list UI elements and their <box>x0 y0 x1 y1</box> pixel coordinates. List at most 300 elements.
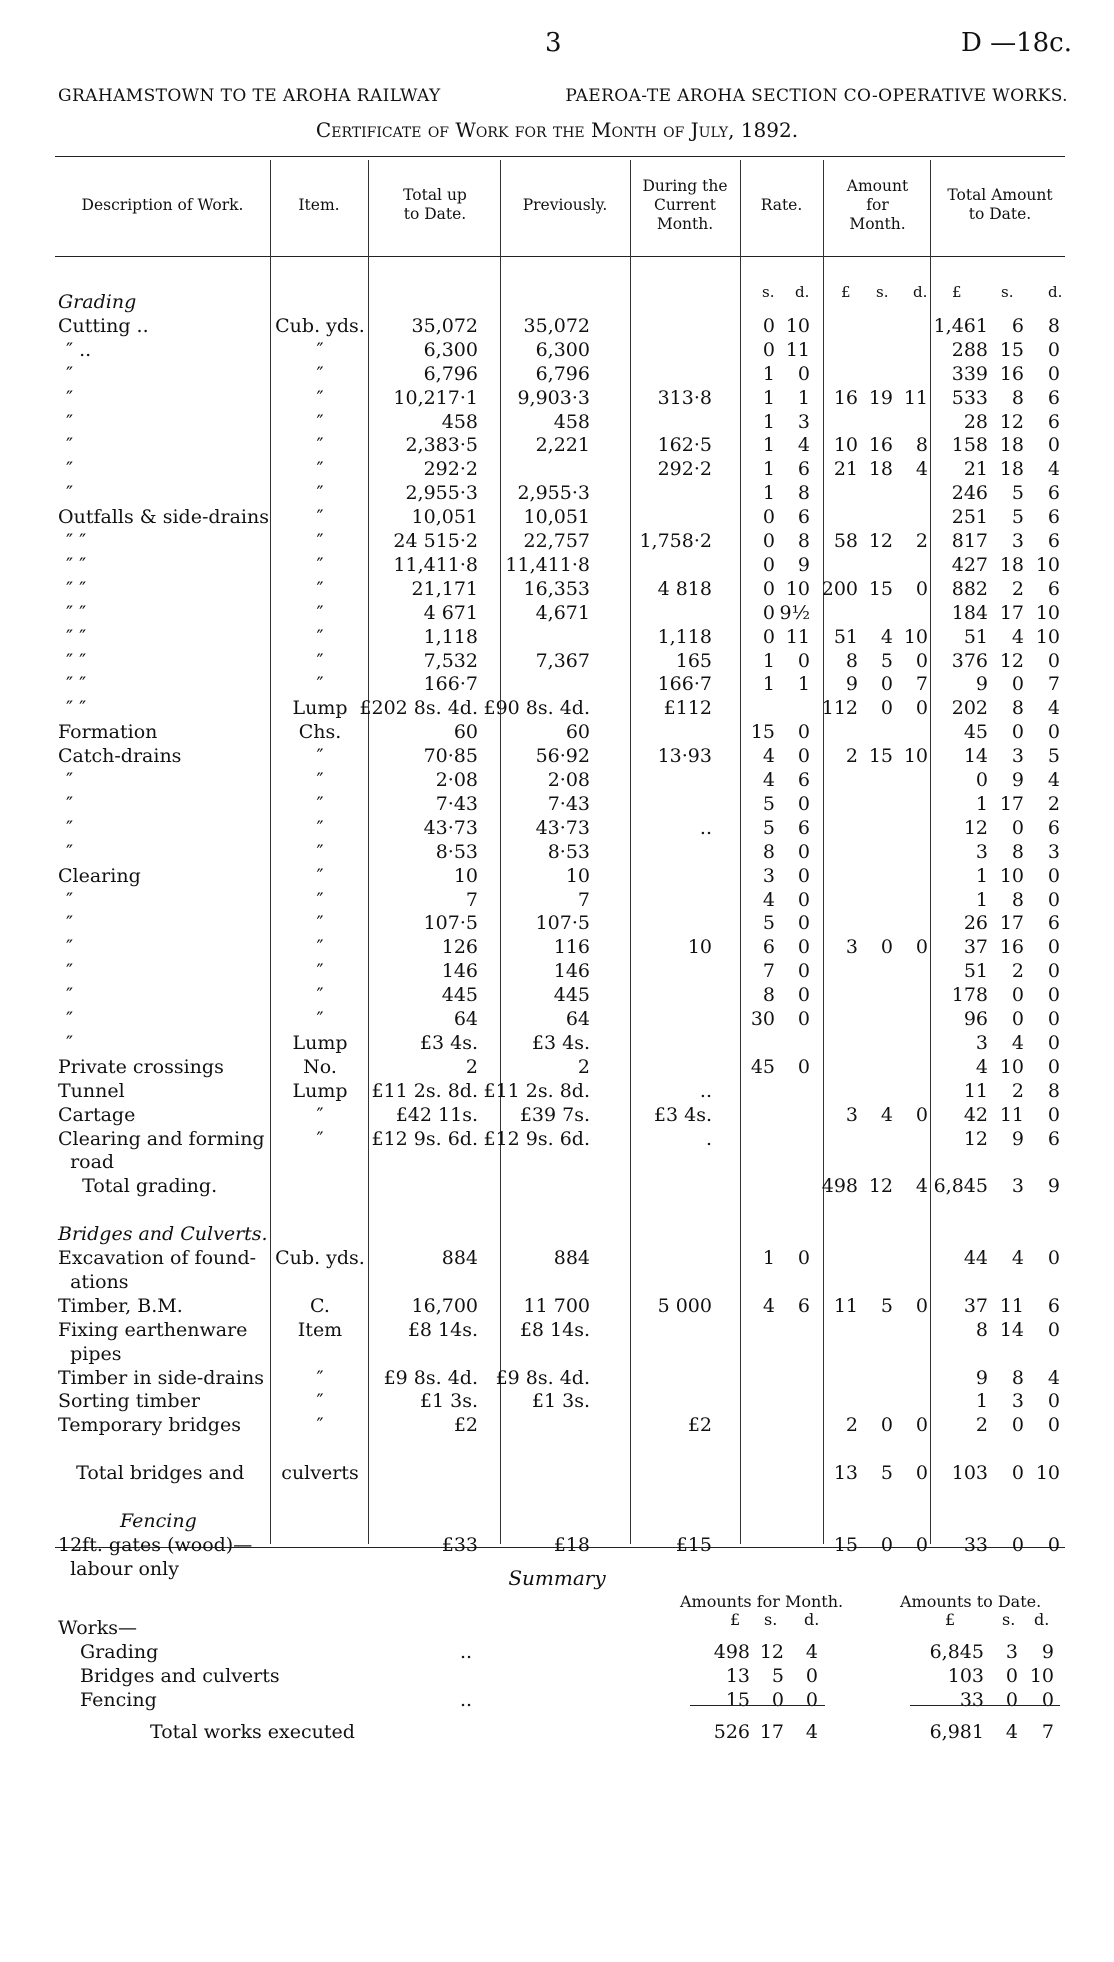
cell-total-shillings: 8 <box>1011 386 1024 409</box>
cell-total-to-date: 4 671 <box>423 601 478 624</box>
cell-total-pounds: 14 <box>963 745 988 768</box>
cell-total-pounds: 246 <box>951 482 988 505</box>
summary-date-shillings: 0 <box>1005 1665 1018 1687</box>
summary-line <box>0 1664 1114 1688</box>
cell-item: ″ <box>316 840 324 863</box>
summary-month-pounds: 498 <box>713 1641 750 1663</box>
table-row <box>0 720 1114 744</box>
table-row <box>0 457 1114 481</box>
cell-total-to-date: 1,118 <box>423 625 478 648</box>
summary-works-label <box>0 1616 1114 1640</box>
cell-total-to-date: 16,700 <box>411 1294 478 1317</box>
table-row <box>0 1007 1114 1031</box>
cell-description: ″ <box>66 888 74 911</box>
cell-month-pounds: 9 <box>845 673 858 696</box>
cell-total-to-date: £202 8s. 4d. <box>359 697 478 720</box>
cell-month-pounds: 112 <box>821 697 858 720</box>
table-row <box>0 1509 1114 1533</box>
cell-description: ″ <box>66 936 74 959</box>
table-row <box>0 1055 1114 1079</box>
cell-item: ″ <box>316 1127 324 1150</box>
cell-rate-pence: 0 <box>797 912 810 935</box>
cell-current-month: £2 <box>687 1414 712 1437</box>
cell-previously: £11 2s. 8d. <box>483 1079 590 1102</box>
table-row <box>0 433 1114 457</box>
cell-rate-pence: 8 <box>797 482 810 505</box>
cell-total-shillings: 11 <box>999 1294 1024 1317</box>
cell-rate-shillings: 1 <box>762 482 775 505</box>
cell-description: ″ <box>66 960 74 983</box>
cell-item: ″ <box>316 984 324 1007</box>
cell-previously: £9 8s. 4d. <box>495 1366 590 1389</box>
table-row <box>0 696 1114 720</box>
cell-total-shillings: 6 <box>1011 314 1024 337</box>
summary-total-date-pence: 7 <box>1041 1721 1054 1743</box>
cell-rate-shillings: 8 <box>762 840 775 863</box>
cell-total-to-date: 2,955·3 <box>405 482 478 505</box>
cell-total-pounds: 21 <box>963 458 988 481</box>
cell-total-shillings: 0 <box>1011 673 1024 696</box>
cell-total-pence: 6 <box>1047 816 1060 839</box>
cell-item: ″ <box>316 888 324 911</box>
cell-item: Chs. <box>298 721 342 744</box>
cell-total-pounds: 45 <box>963 721 988 744</box>
table-row <box>0 1533 1114 1557</box>
cell-total-pounds: 3 <box>975 840 988 863</box>
cell-item: Cub. yds. <box>275 314 365 337</box>
cell-rate-shillings: 0 <box>762 625 775 648</box>
cell-total-pence: 0 <box>1047 649 1060 672</box>
cell-item: ″ <box>316 601 324 624</box>
cell-month-pounds: 3 <box>845 936 858 959</box>
cell-previously: 43·73 <box>535 816 590 839</box>
cell-previously: 7 <box>577 888 590 911</box>
cell-month-shillings: 5 <box>880 1294 893 1317</box>
table-row <box>0 649 1114 673</box>
cell-total-to-date: £42 11s. <box>395 1103 478 1126</box>
cell-item: ″ <box>316 410 324 433</box>
cell-current-month: . <box>705 1127 712 1150</box>
table-row <box>0 481 1114 505</box>
cell-total-shillings: 4 <box>1011 1031 1024 1054</box>
cell-total-pence: 4 <box>1047 458 1060 481</box>
cell-total-shillings: 8 <box>1011 888 1024 911</box>
document-reference: D —18c. <box>960 28 1072 58</box>
cell-total-shillings: 4 <box>1011 625 1024 648</box>
summary-date-pounds: 103 <box>947 1665 984 1687</box>
cell-description: Fencing <box>120 1509 197 1532</box>
table-row <box>0 1103 1114 1127</box>
cell-total-pounds: 184 <box>951 601 988 624</box>
unit-month-pence: d. <box>913 283 928 301</box>
table-row <box>0 1174 1114 1198</box>
cell-item: Lump <box>292 1079 348 1102</box>
cell-previously: 2,221 <box>535 434 590 457</box>
summary-line <box>0 1640 1114 1664</box>
certificate-heading: Certificate of Work for the Month of July, 1892. <box>315 118 799 142</box>
col-header-total-amount: Total Amount to Date. <box>947 186 1053 223</box>
cell-current-month: 1,758·2 <box>639 530 712 552</box>
cell-total-shillings: 2 <box>1011 577 1024 600</box>
cell-total-pounds: 2 <box>975 1414 988 1437</box>
cell-description: Bridges and Culverts. <box>58 1223 268 1246</box>
cell-total-to-date: £33 <box>441 1533 478 1556</box>
col-header-previously: Previously. <box>522 195 608 214</box>
cell-total-pounds: 1 <box>975 888 988 911</box>
cell-item: ″ <box>316 769 324 791</box>
summary-total-month-shillings: 17 <box>759 1721 784 1743</box>
cell-item: ″ <box>316 362 324 385</box>
summary-date-pounds: 6,845 <box>929 1641 984 1663</box>
summary-line <box>0 1688 1114 1712</box>
cell-month-shillings: 5 <box>880 649 893 672</box>
cell-total-pounds: 1 <box>975 792 988 815</box>
table-row <box>0 1294 1114 1318</box>
cell-previously: 35,072 <box>523 314 590 337</box>
cell-rate-shillings: 1 <box>762 386 775 409</box>
table-row <box>0 1031 1114 1055</box>
summary-line-label: Bridges and culverts <box>80 1665 280 1687</box>
table-row <box>0 935 1114 959</box>
cell-total-pounds: 51 <box>963 960 988 983</box>
cell-item: Item <box>297 1318 343 1341</box>
cell-total-pence: 0 <box>1047 1031 1060 1054</box>
cell-previously: £12 9s. 6d. <box>483 1127 590 1150</box>
cell-total-pence: 0 <box>1047 960 1060 983</box>
cell-description: pipes <box>58 1342 122 1365</box>
cell-description: ″ ″ <box>66 577 87 600</box>
cell-total-pounds: 3 <box>975 1031 988 1054</box>
table-row <box>0 601 1114 625</box>
cell-total-pounds: 37 <box>963 936 988 959</box>
cell-month-pounds: 3 <box>845 1103 858 1126</box>
unit-total-shillings: s. <box>1001 283 1014 301</box>
cell-total-to-date: £12 9s. 6d. <box>371 1127 478 1150</box>
cell-item: ″ <box>316 1103 324 1126</box>
cell-total-pounds: 9 <box>975 1366 988 1389</box>
cell-total-pounds: 42 <box>963 1103 988 1126</box>
cell-description: Catch-drains <box>58 745 182 768</box>
cell-total-to-date: 8·53 <box>435 840 478 863</box>
cell-total-to-date: £9 8s. 4d. <box>383 1366 478 1389</box>
cell-month-pounds: 21 <box>833 458 858 481</box>
cell-month-shillings: 12 <box>868 1175 893 1198</box>
table-row <box>0 1413 1114 1437</box>
cell-description: labour only <box>58 1557 179 1580</box>
cell-month-shillings: 12 <box>868 530 893 552</box>
cell-item: ″ <box>316 673 324 696</box>
cell-month-shillings: 19 <box>868 386 893 409</box>
cell-previously: 146 <box>553 960 590 983</box>
table-row <box>0 1461 1114 1485</box>
table-row <box>0 1437 1114 1461</box>
cell-total-pence: 0 <box>1047 1103 1060 1126</box>
cell-total-pence: 0 <box>1047 1008 1060 1030</box>
cell-total-pounds: 6,845 <box>933 1175 988 1198</box>
cell-item: C. <box>310 1294 330 1317</box>
cell-rate-pence: 9½ <box>779 601 810 624</box>
summary-month-shillings: 12 <box>759 1641 784 1663</box>
cell-item: ″ <box>316 577 324 600</box>
cell-current-month: £112 <box>663 697 712 720</box>
table-row <box>0 983 1114 1007</box>
cell-item: Cub. yds. <box>275 1247 365 1269</box>
table-row <box>0 768 1114 792</box>
cell-total-shillings: 17 <box>999 792 1024 815</box>
cell-rate-pence: 0 <box>797 864 810 887</box>
cell-description: Cutting .. <box>58 314 149 337</box>
cell-description: ″ ″ <box>66 673 87 696</box>
cell-total-pounds: 26 <box>963 912 988 935</box>
cell-rate-shillings: 1 <box>762 673 775 696</box>
summary-unit-month-shillings: s. <box>764 1610 778 1629</box>
cell-description: Outfalls & side-drains <box>58 506 269 529</box>
summary-total-month-pence: 4 <box>805 1721 818 1743</box>
cell-previously: 107·5 <box>535 912 590 935</box>
cell-rate-pence: 0 <box>797 362 810 385</box>
cell-total-to-date: 7,532 <box>423 649 478 672</box>
cell-description: Timber, B.M. <box>58 1294 183 1317</box>
cell-total-pence: 7 <box>1047 673 1060 696</box>
cell-rate-pence: 8 <box>797 530 810 552</box>
cell-item: ″ <box>316 864 324 887</box>
cell-total-pence: 6 <box>1047 912 1060 935</box>
cell-current-month: 5 000 <box>657 1294 712 1317</box>
cell-rate-pence: 0 <box>797 792 810 815</box>
cell-item: ″ <box>316 625 324 648</box>
summary-line-dots: .. <box>460 1689 473 1711</box>
cell-description: Excavation of found- <box>58 1247 257 1269</box>
cell-total-pence: 0 <box>1047 362 1060 385</box>
cell-previously: 11 700 <box>523 1294 590 1317</box>
cell-month-pence: 0 <box>915 649 928 672</box>
summary-month-pounds: 13 <box>725 1665 750 1687</box>
table-row <box>0 1246 1114 1270</box>
table-row <box>0 410 1114 434</box>
summary-month-rule <box>690 1705 825 1706</box>
cell-rate-shillings: 0 <box>762 506 775 529</box>
cell-month-shillings: 16 <box>868 434 893 457</box>
cell-previously: 4,671 <box>535 601 590 624</box>
cell-total-shillings: 16 <box>999 362 1024 385</box>
cell-previously: £8 14s. <box>519 1318 590 1341</box>
cell-item: Lump <box>292 1031 348 1054</box>
cell-description: ″ ″ <box>66 530 87 552</box>
cell-month-shillings: 18 <box>868 458 893 481</box>
cell-item: culverts <box>281 1462 359 1485</box>
cell-description: ″ <box>66 1008 74 1030</box>
summary-month-shillings: 0 <box>771 1689 784 1711</box>
cell-description: 12ft. gates (wood)— <box>58 1533 253 1556</box>
cell-month-pence: 0 <box>915 697 928 720</box>
summary-unit-month-pence: d. <box>804 1610 820 1629</box>
cell-item: No. <box>303 1055 337 1078</box>
summary-date-rule <box>910 1705 1060 1706</box>
cell-previously: 10 <box>565 864 590 887</box>
cell-item: ″ <box>316 338 324 361</box>
cell-previously: 2,955·3 <box>517 482 590 505</box>
cell-month-pence: 0 <box>915 1533 928 1556</box>
cell-total-shillings: 9 <box>1011 1127 1024 1150</box>
unit-rate-pence: d. <box>795 283 810 301</box>
cell-total-pence: 0 <box>1047 434 1060 457</box>
cell-month-shillings: 15 <box>868 745 893 768</box>
cell-total-pounds: 4 <box>975 1055 988 1078</box>
summary-header-month: Amounts for Month. <box>680 1592 844 1611</box>
cell-month-pounds: 10 <box>833 434 858 457</box>
cell-total-pence: 0 <box>1047 1390 1060 1413</box>
document-title <box>58 86 1068 106</box>
cell-previously: 64 <box>565 1008 590 1030</box>
cell-rate-pence: 4 <box>797 434 810 457</box>
page-number: 3 <box>545 28 562 58</box>
cell-description: Clearing and forming <box>58 1127 265 1150</box>
cell-total-pounds: 8 <box>975 1318 988 1341</box>
summary-total-row <box>0 1720 1114 1744</box>
cell-item: ″ <box>316 792 324 815</box>
table-row <box>0 362 1114 386</box>
cell-total-pounds: 12 <box>963 1127 988 1150</box>
cell-rate-shillings: 1 <box>762 458 775 481</box>
cell-description: ″ <box>66 769 74 791</box>
cell-rate-pence: 0 <box>797 936 810 959</box>
cell-rate-pence: 0 <box>797 888 810 911</box>
cell-rate-pence: 9 <box>797 553 810 576</box>
cell-rate-pence: 1 <box>797 386 810 409</box>
cell-total-pounds: 103 <box>951 1462 988 1485</box>
summary-month-pence: 4 <box>805 1641 818 1663</box>
table-top-rule <box>55 156 1065 157</box>
cell-description: ″ ″ <box>66 553 87 576</box>
cell-total-shillings: 10 <box>999 864 1024 887</box>
unit-total-pence: d. <box>1048 283 1063 301</box>
cell-previously: £3 4s. <box>531 1031 590 1054</box>
cell-month-shillings: 4 <box>880 1103 893 1126</box>
cell-rate-pence: 6 <box>797 816 810 839</box>
cell-previously: £18 <box>553 1533 590 1556</box>
cell-description: ″ <box>66 362 74 385</box>
cell-month-pence: 0 <box>915 1462 928 1485</box>
cell-rate-pence: 6 <box>797 458 810 481</box>
cell-item: ″ <box>316 386 324 409</box>
cell-month-pounds: 11 <box>833 1294 858 1317</box>
cell-total-pounds: 533 <box>951 386 988 409</box>
cell-total-to-date: £1 3s. <box>419 1390 478 1413</box>
unit-month-shillings: s. <box>876 283 889 301</box>
cell-total-pounds: 178 <box>951 984 988 1007</box>
cell-rate-shillings: 5 <box>762 816 775 839</box>
cell-total-pence: 5 <box>1047 745 1060 768</box>
table-row <box>0 1389 1114 1413</box>
cell-total-pence: 0 <box>1047 984 1060 1007</box>
cell-total-shillings: 17 <box>999 601 1024 624</box>
summary-date-pounds: 33 <box>959 1689 984 1711</box>
table-row <box>0 1127 1114 1151</box>
cell-month-pence: 4 <box>915 1175 928 1198</box>
cell-total-shillings: 2 <box>1011 1079 1024 1102</box>
cell-item: ″ <box>316 745 324 768</box>
cell-total-pounds: 1 <box>975 1390 988 1413</box>
cell-total-to-date: 166·7 <box>423 673 478 696</box>
cell-item: ″ <box>316 458 324 481</box>
cell-total-pence: 4 <box>1047 1366 1060 1389</box>
cell-item: ″ <box>316 912 324 935</box>
cell-item: ″ <box>316 960 324 983</box>
cell-total-pence: 10 <box>1035 553 1060 576</box>
cell-previously: 8·53 <box>547 840 590 863</box>
cell-month-pounds: 15 <box>833 1533 858 1556</box>
cell-total-pounds: 96 <box>963 1008 988 1030</box>
cell-description: ″ <box>66 912 74 935</box>
cell-month-pence: 2 <box>915 530 928 552</box>
cell-total-to-date: 6,300 <box>423 338 478 361</box>
cell-description: ″ <box>66 792 74 815</box>
cell-total-to-date: 146 <box>441 960 478 983</box>
table-row <box>0 959 1114 983</box>
cell-total-to-date: 10,051 <box>411 506 478 529</box>
cell-total-pence: 6 <box>1047 1127 1060 1150</box>
cell-total-shillings: 16 <box>999 936 1024 959</box>
cell-description: ″ ″ <box>66 697 87 720</box>
cell-month-pence: 0 <box>915 936 928 959</box>
cell-month-shillings: 15 <box>868 577 893 600</box>
cell-total-shillings: 0 <box>1011 721 1024 744</box>
cell-rate-shillings: 45 <box>750 1055 775 1078</box>
table-row <box>0 911 1114 935</box>
cell-rate-shillings: 15 <box>750 721 775 744</box>
cell-previously: 56·92 <box>535 745 590 768</box>
summary-month-pence: 0 <box>805 1689 818 1711</box>
cell-current-month: 13·93 <box>657 745 712 768</box>
cell-rate-shillings: 5 <box>762 792 775 815</box>
cell-total-pence: 6 <box>1047 577 1060 600</box>
cell-total-to-date: 21,171 <box>411 577 478 600</box>
cell-total-shillings: 2 <box>1011 960 1024 983</box>
cell-month-pounds: 13 <box>833 1462 858 1485</box>
table-row <box>0 1342 1114 1366</box>
table-row <box>0 1198 1114 1222</box>
cell-total-shillings: 8 <box>1011 1366 1024 1389</box>
cell-description: road <box>58 1151 115 1174</box>
table-header-rule <box>55 256 1065 257</box>
table-row <box>0 1318 1114 1342</box>
cell-total-to-date: 64 <box>453 1008 478 1030</box>
summary-total-date-shillings: 4 <box>1005 1721 1018 1743</box>
cell-total-shillings: 14 <box>999 1318 1024 1341</box>
cell-total-shillings: 3 <box>1011 745 1024 768</box>
col-header-current-month: During the Current Month. <box>642 176 728 233</box>
cell-description: Cartage <box>58 1103 136 1126</box>
cell-total-pounds: 339 <box>951 362 988 385</box>
table-row <box>0 816 1114 840</box>
cell-previously: £90 8s. 4d. <box>483 697 590 720</box>
table-row <box>0 625 1114 649</box>
cell-total-to-date: 292·2 <box>423 458 478 481</box>
cell-total-to-date: 2,383·5 <box>405 434 478 457</box>
cell-description: Grading <box>58 291 137 313</box>
cell-rate-pence: 0 <box>797 1247 810 1269</box>
cell-item: ″ <box>316 1366 324 1389</box>
summary-date-pence: 9 <box>1041 1641 1054 1663</box>
table-row <box>0 290 1114 314</box>
cell-total-pounds: 251 <box>951 506 988 529</box>
cell-previously: 2·08 <box>547 769 590 791</box>
cell-description: Total bridges and <box>58 1462 245 1485</box>
cell-total-pence: 3 <box>1047 840 1060 863</box>
cell-total-shillings: 0 <box>1011 1533 1024 1556</box>
cell-total-shillings: 5 <box>1011 482 1024 505</box>
cell-total-shillings: 0 <box>1011 1414 1024 1437</box>
